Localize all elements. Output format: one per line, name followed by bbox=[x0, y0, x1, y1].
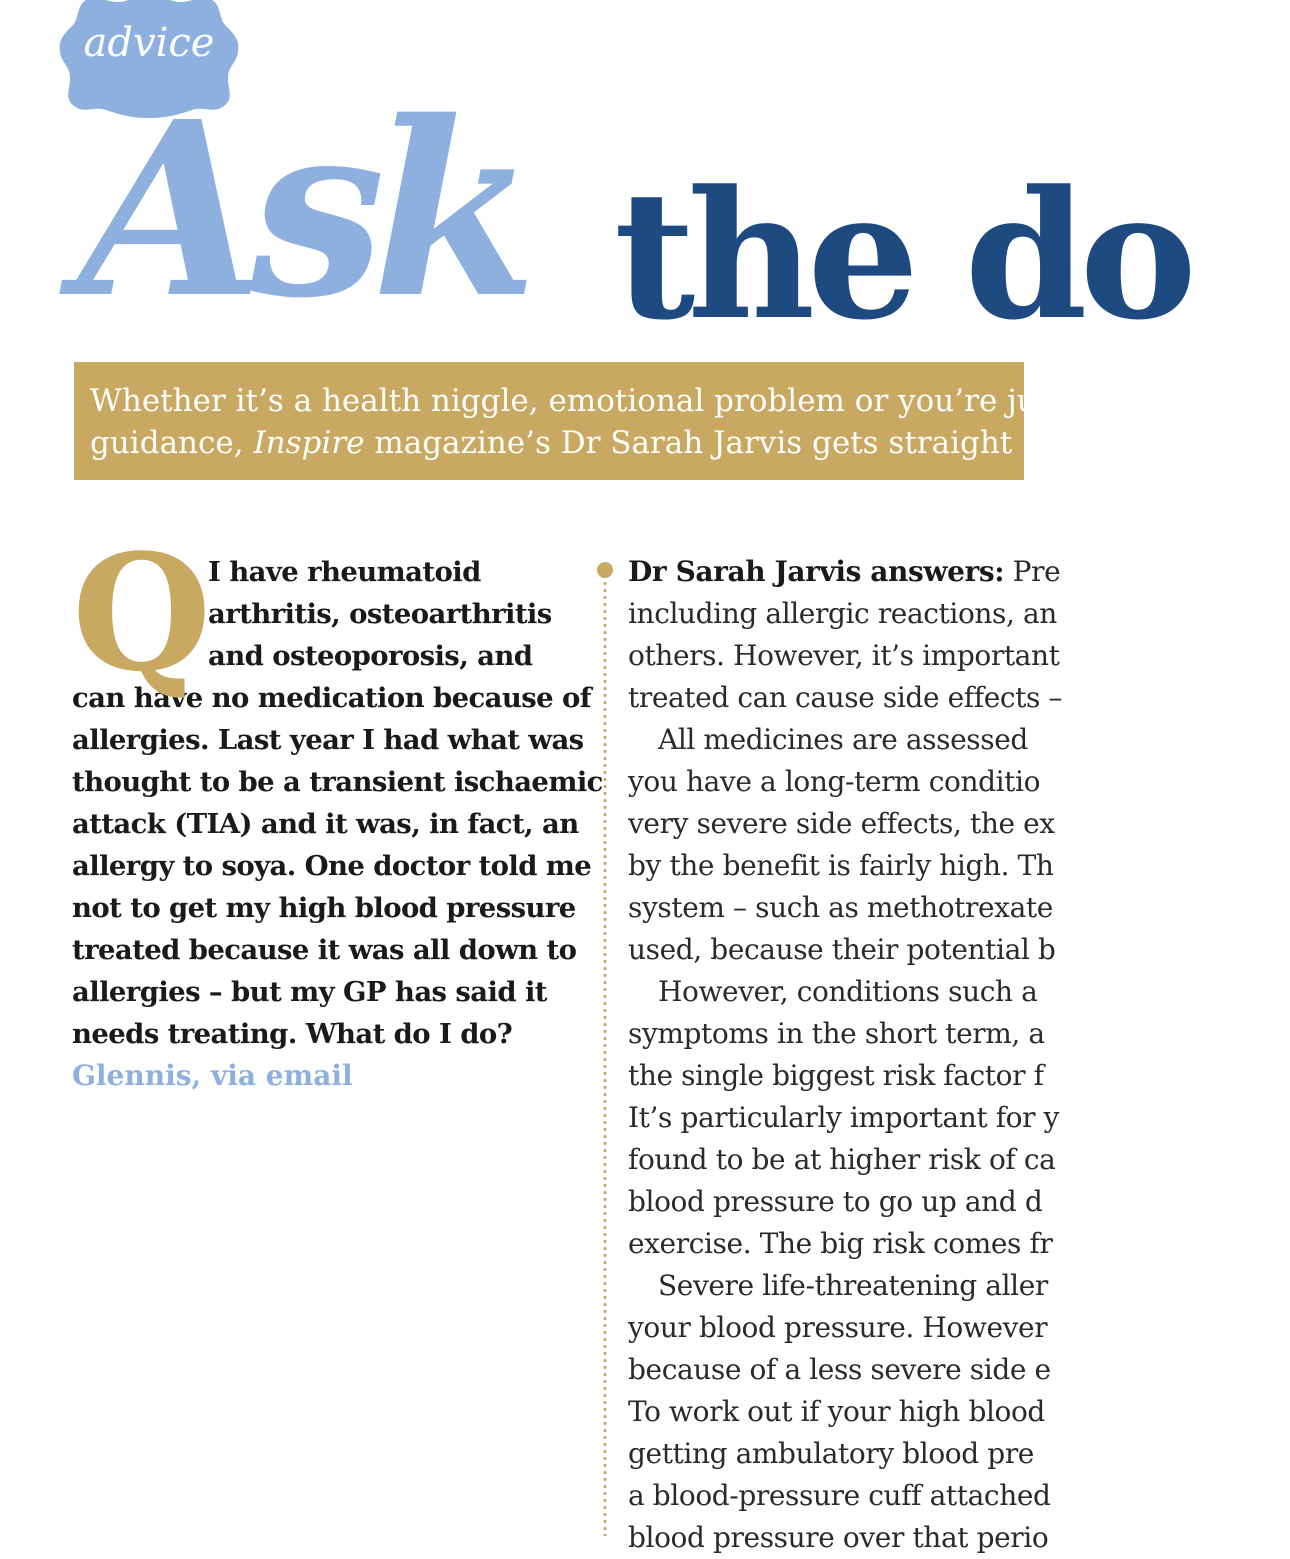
answer-line: symptoms in the short term, a bbox=[628, 1017, 1045, 1050]
answer-line: However, conditions such a bbox=[658, 975, 1038, 1008]
title-the-doctor: the do bbox=[614, 152, 1189, 359]
answer-line: you have a long-term conditio bbox=[628, 765, 1041, 798]
standfirst-line-2a: guidance, bbox=[90, 425, 254, 461]
title-ask: Ask bbox=[78, 69, 524, 351]
answer-line bbox=[628, 551, 1061, 593]
answer-line: All medicines are assessed bbox=[658, 723, 1028, 756]
answer-lead-rest: Pre bbox=[1004, 555, 1061, 588]
answer-line: your blood pressure. However bbox=[628, 1311, 1048, 1344]
answer-line: the single biggest risk factor f bbox=[628, 1059, 1044, 1092]
question-column bbox=[72, 519, 603, 1097]
dropcap-q: Q bbox=[72, 519, 212, 707]
answer-line: treated can cause side effects – bbox=[628, 681, 1063, 714]
answer-line: To work out if your high blood bbox=[628, 1395, 1045, 1428]
standfirst-box bbox=[74, 362, 1037, 480]
magazine-name: Inspire bbox=[253, 425, 365, 461]
question-line: not to get my high blood pressure bbox=[72, 892, 576, 924]
question-line: allergies. Last year I had what was bbox=[72, 724, 584, 756]
question-line: allergy to soya. One doctor told me bbox=[72, 850, 592, 882]
reader-signoff: Glennis, via email bbox=[72, 1059, 353, 1092]
answer-line: It’s particularly important for y bbox=[628, 1101, 1060, 1134]
question-line: can have no medication because of bbox=[72, 682, 592, 714]
answer-line: a blood-pressure cuff attached bbox=[628, 1479, 1051, 1512]
answer-line: getting ambulatory blood pre bbox=[628, 1437, 1034, 1470]
divider-bullet bbox=[597, 562, 613, 578]
question-line: treated because it was all down to bbox=[72, 934, 577, 966]
answer-line: exercise. The big risk comes fr bbox=[628, 1227, 1053, 1260]
answer-line: blood pressure to go up and d bbox=[628, 1185, 1043, 1218]
question-line: and osteoporosis, and bbox=[208, 640, 533, 672]
answer-line: by the benefit is fairly high. Th bbox=[628, 849, 1054, 882]
answer-line: very severe side effects, the ex bbox=[628, 807, 1055, 840]
answer-line: others. However, it’s important bbox=[628, 639, 1060, 672]
answer-line: blood pressure over that perio bbox=[628, 1521, 1049, 1554]
answer-line: system – such as methotrexate bbox=[628, 891, 1053, 924]
question-line: needs treating. What do I do? bbox=[72, 1018, 513, 1050]
answer-line: found to be at higher risk of ca bbox=[628, 1143, 1056, 1176]
answer-line: Severe life-threatening aller bbox=[658, 1269, 1048, 1302]
question-line: thought to be a transient ischaemic bbox=[72, 766, 603, 798]
section-label: advice bbox=[83, 20, 215, 66]
answer-line: because of a less severe side e bbox=[628, 1353, 1051, 1386]
answer-line: used, because their potential b bbox=[628, 933, 1056, 966]
question-line: allergies – but my GP has said it bbox=[72, 976, 547, 1008]
dotted-divider bbox=[603, 566, 607, 1536]
question-line: attack (TIA) and it was, in fact, an bbox=[72, 808, 579, 840]
standfirst-line-1: Whether it’s a health niggle, emotional problem or you’re ju bbox=[90, 383, 1037, 419]
answer-line: including allergic reactions, an bbox=[628, 597, 1057, 630]
question-line: arthritis, osteoarthritis bbox=[208, 598, 552, 630]
standfirst-line-2b: magazine’s Dr Sarah Jarvis gets straight bbox=[364, 425, 1013, 461]
answer-column bbox=[628, 551, 1063, 1554]
answer-lead: Dr Sarah Jarvis answers: bbox=[628, 555, 1005, 588]
question-line: I have rheumatoid bbox=[208, 556, 481, 588]
standfirst-text bbox=[90, 380, 1290, 464]
